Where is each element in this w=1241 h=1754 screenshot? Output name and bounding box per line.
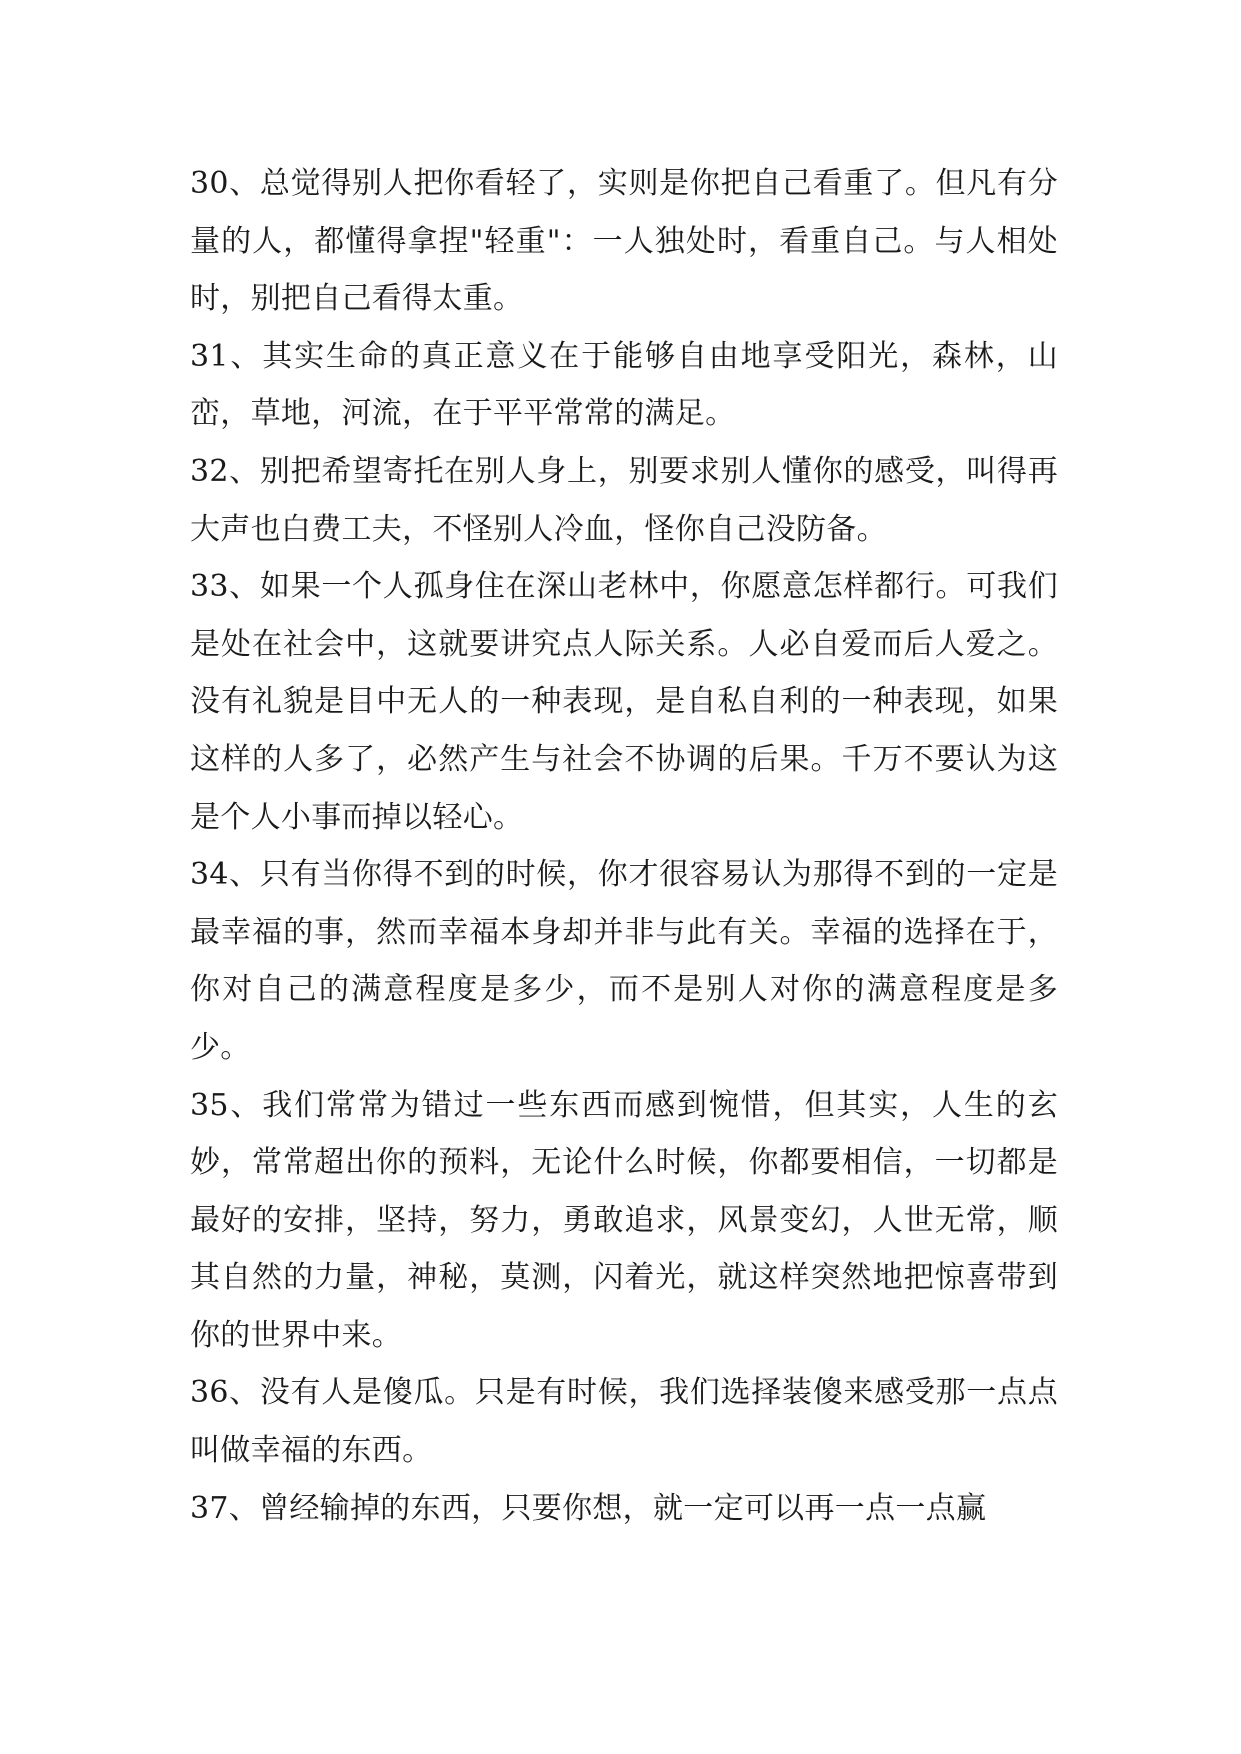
paragraph-32: 32、别把希望寄托在别人身上，别要求别人懂你的感受，叫得再大声也白费工夫，不怪别人冷血，怪你自己没防备。 [190, 453, 1058, 547]
paragraph-30: 30、总觉得别人把你看轻了，实则是你把自己看重了。但凡有分量的人，都懂得拿捏"轻重"：一人独处时，看重自己。与人相处时，别把自己看得太重。 [190, 166, 1058, 317]
paragraph-36: 36、没有人是傻瓜。只是有时候，我们选择装傻来感受那一点点叫做幸福的东西。 [190, 1375, 1058, 1469]
paragraph-31: 31、其实生命的真正意义在于能够自由地享受阳光，森林，山峦，草地，河流，在于平平常常的满足。 [190, 338, 1058, 432]
paragraph-37: 37、曾经输掉的东西，只要你想，就一定可以再一点一点赢 [190, 1490, 987, 1526]
paragraph-34: 34、只有当你得不到的时候，你才很容易认为那得不到的一定是最幸福的事，然而幸福本身却并非与此有关。幸福的选择在于，你对自己的满意程度是多少，而不是别人对你的满意程度是多少。 [190, 857, 1058, 1065]
paragraph-33: 33、如果一个人孤身住在深山老林中，你愿意怎样都行。可我们是处在社会中，这就要讲究点人际关系。人必自爱而后人爱之。没有礼貌是目中无人的一种表现，是自私自利的一种表现，如果这样的人多了，必然产生与社会不协调的后果。千万不要认为这是个人小事而掉以轻心。 [190, 569, 1058, 835]
document-body [190, 155, 1058, 1537]
paragraph-35: 35、我们常常为错过一些东西而感到惋惜，但其实，人生的玄妙，常常超出你的预料，无论什么时候，你都要相信，一切都是最好的安排，坚持，努力，勇敢追求，风景变幻，人世无常，顺其自然的力量，神秘，莫测，闪着光，就这样突然地把惊喜带到你的世界中来。 [190, 1087, 1058, 1353]
